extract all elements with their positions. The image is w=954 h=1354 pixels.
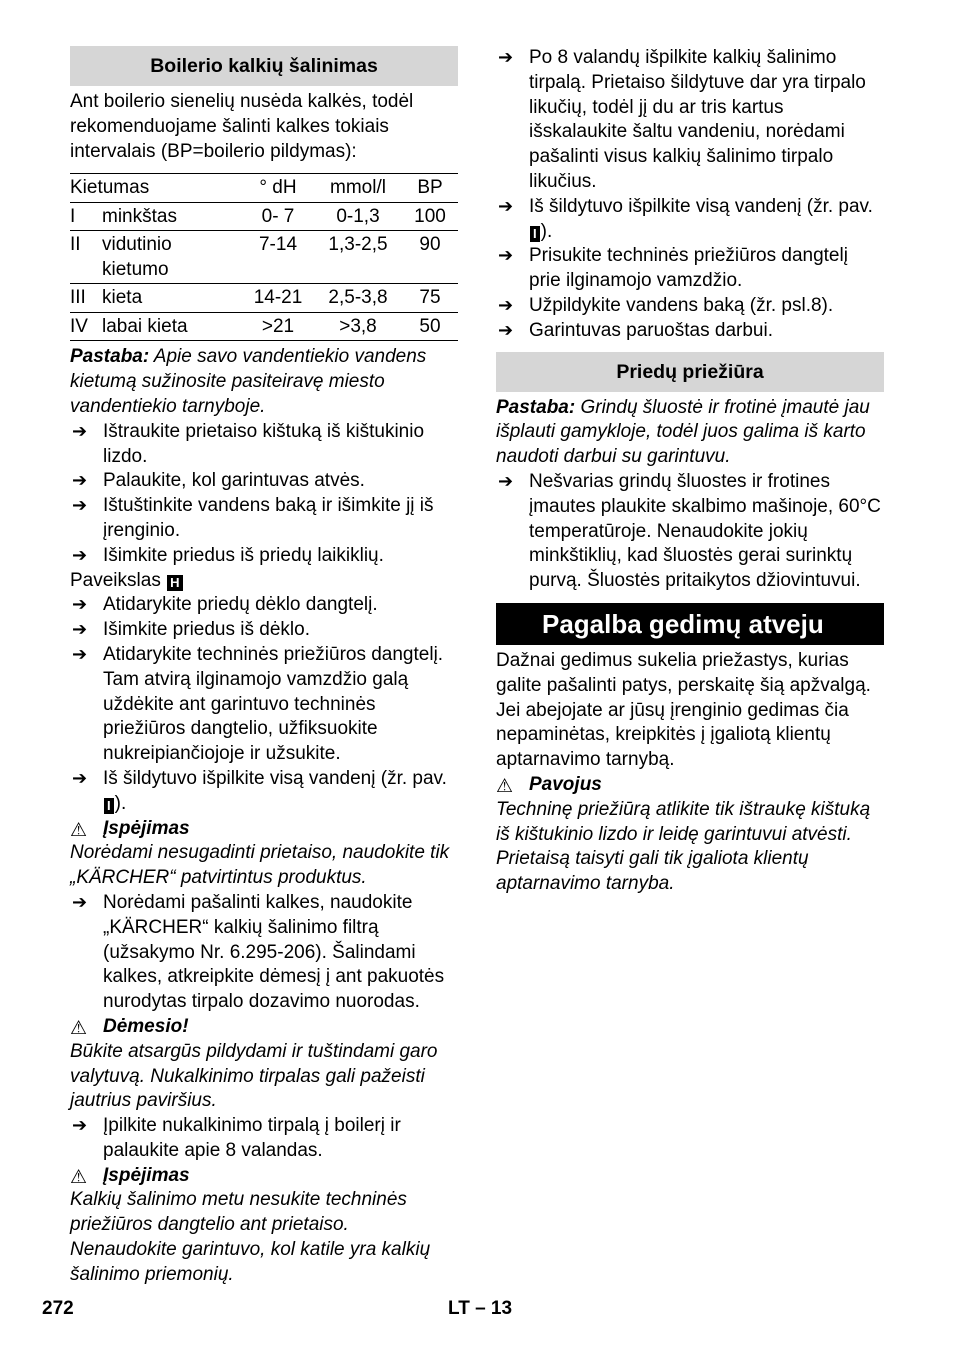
warning-heading <box>70 817 458 842</box>
table-cell: kieta <box>102 287 143 309</box>
step-item: ➔ Norėdami pašalinti kalkes, naudokite „KÄRCHER“ kalkių šalinimo filtrą (užsakymo Nr. 6.295-206). Šalindami kalkes, atkreipkite dėmesį į ant pakuotės nurodytas tirpalo dozavimo nuorodas. <box>70 891 458 1015</box>
step-item: ➔ Išimkite priedus iš dėklo. <box>70 618 458 643</box>
step-item: ➔ Išimkite priedus iš priedų laikiklių. <box>70 544 458 569</box>
note-label: Pastaba: <box>496 396 576 418</box>
note-label: Pastaba: <box>70 346 150 368</box>
figure-label: Paveikslas <box>70 569 161 591</box>
note-hardness <box>70 345 458 419</box>
table-header-mmol: mmol/l <box>330 177 386 199</box>
step-drain-end: ). <box>540 220 553 242</box>
warning-triangle-icon: ⚠ <box>70 1016 88 1039</box>
figure-h-icon: H <box>167 575 182 591</box>
step-item: ➔ Prisukite techninės priežiūros dangtelį prie ilginamojo vamzdžio. <box>496 244 884 294</box>
table-cell: labai kieta <box>102 315 188 337</box>
step-item-drain <box>496 195 884 245</box>
warning-text: Nenaudokite garintuvo, kol katile yra kalkių šalinimo priemonių. <box>70 1239 431 1285</box>
table-header-row <box>70 174 458 203</box>
caution-text: Būkite atsargūs pildydami ir tuštindami garo valytuvą. Nukalkinimo tirpalas gali pažeisti jautrius paviršius. <box>70 1040 438 1112</box>
table-cell: 75 <box>419 287 441 309</box>
warning-triangle-icon: ⚠ <box>496 774 514 797</box>
table-row <box>70 284 458 313</box>
step-item: ➔ Garintuvas paruoštas darbui. <box>496 319 884 344</box>
table-cell: 0-1,3 <box>336 205 380 227</box>
step-item: ➔ Po 8 valandų išpilkite kalkių šalinimo tirpalą. Prietaiso šildytuve dar yra tirpalo likučių, todėl jį du ar tris kartus išskalaukite šaltu vandeniu, norėdami pašalinti visus kalkių šalinimo tirpalo likučius. <box>496 46 884 195</box>
table-cell: 50 <box>419 315 441 337</box>
figure-i-icon: I <box>104 798 114 814</box>
step-item: ➔ Nešvarias grindų šluostes ir frotines įmautes plaukite skalbimo mašinoje, 60°C temperatūroje. Nenaudokite jokių minkštiklių, kad šluostės gerai surinktų purvą. Šluostės pritaikytos džiovintuvui. <box>496 470 884 594</box>
table-cell: 2,5-3,8 <box>328 287 388 309</box>
figure-i-icon: I <box>530 226 540 242</box>
danger-title: Pavojus <box>529 773 602 795</box>
table-header-dh: ° dH <box>259 177 297 199</box>
table-cell: I <box>70 205 76 227</box>
left-column <box>70 46 458 1288</box>
step-item-drain <box>70 767 458 817</box>
step-item: ➔ Atidarykite priedų dėklo dangtelį. <box>70 593 458 618</box>
section-title-descaling: Boilerio kalkių šalinimas <box>70 46 458 86</box>
note-text: Grindų šluostė ir frotinė įmautė jau išplauti gamykloje, todėl juos galima iš karto naudoti darbui su garintuvu. <box>496 396 870 468</box>
table-cell: 0- 7 <box>261 205 295 227</box>
warning-title: Įspėjimas <box>103 1164 190 1186</box>
table-cell: minkštas <box>102 205 177 227</box>
warning-text: Kalkių šalinimo metu nesukite techninės priežiūros dangtelio ant prietaiso. <box>70 1189 407 1236</box>
table-row <box>70 202 458 231</box>
note-text: Apie savo vandentiekio vandens kietumą sužinosite pasiteiravę miesto vandentiekio tarnyboje. <box>70 346 427 417</box>
table-cell: 90 <box>419 234 441 256</box>
step-item: ➔ Įpilkite nukalkinimo tirpalą į boilerį ir palaukite apie 8 valandas. <box>70 1114 458 1164</box>
danger-heading <box>496 773 884 798</box>
hardness-table <box>70 173 458 341</box>
footer-section: LT – 13 <box>448 1298 513 1319</box>
danger-text: Techninę priežiūrą atlikite tik ištraukę kištuką iš kištukinio lizdo ir leidę garintuvui atvėsti. <box>496 798 871 845</box>
table-cell: IV <box>70 315 88 337</box>
warning-text: Norėdami nesugadinti prietaiso, naudokite tik „KÄRCHER“ patvirtintus produktus. <box>70 842 450 889</box>
table-cell: II <box>70 234 81 256</box>
table-cell: 14-21 <box>253 287 303 309</box>
table-cell: 1,3-2,5 <box>328 234 388 256</box>
table-cell: vidutinio kietumo <box>102 234 172 280</box>
table-cell: III <box>70 287 86 309</box>
table-cell: 100 <box>414 205 446 227</box>
danger-text: Prietaisą taisyti gali tik įgaliota klientų aptarnavimo tarnyba. <box>496 848 809 895</box>
right-column <box>496 46 884 897</box>
troubleshooting-intro: Dažnai gedimus sukelia priežastys, kurias galite pašalinti patys, perskaitę šią apžvalgą. Jei abejojate ar jūsų įrenginio gedimas čia nepaminėtas, kreipkitės į įgaliotą klientų aptarnavimo tarnybą. <box>496 649 871 771</box>
section-title-accessories: Priedų priežiūra <box>496 352 884 392</box>
caution-title: Dėmesio! <box>103 1015 189 1037</box>
table-cell: 7-14 <box>258 234 298 256</box>
step-item: ➔ Ištraukite prietaiso kištuką iš kištukinio lizdo. <box>70 420 458 470</box>
warning-heading <box>70 1164 458 1189</box>
main-heading-troubleshooting: Pagalba gedimų atveju <box>496 603 884 645</box>
note-accessories <box>496 396 884 470</box>
step-item: ➔ Užpildykite vandens baką (žr. psl.8). <box>496 294 884 319</box>
table-header-hardness: Kietumas <box>70 177 150 199</box>
table-row <box>70 231 458 284</box>
warning-triangle-icon: ⚠ <box>70 1165 88 1188</box>
step-drain-text: Iš šildytuvo išpilkite visą vandenį (žr. pav. <box>103 767 447 789</box>
table-cell: >3,8 <box>339 315 377 337</box>
page-number: 272 <box>42 1298 74 1319</box>
step-item: ➔ Atidarykite techninės priežiūros dangtelį. Tam atvirą ilginamojo vamzdžio galą uždėkite ant garintuvo techninės priežiūros dangtelio, užfiksuokite nukreipiančiojoje ir užsukite. <box>70 643 458 767</box>
caution-heading <box>70 1015 458 1040</box>
table-cell: >21 <box>261 315 295 337</box>
figure-reference <box>70 569 458 594</box>
table-row <box>70 312 458 341</box>
step-drain-end: ). <box>114 792 127 814</box>
descaling-intro: Ant boilerio sienelių nusėda kalkės, todėl rekomenduojame šalinti kalkes tokiais intervalais (BP=boilerio pildymas): <box>70 91 414 162</box>
step-drain-text: Iš šildytuvo išpilkite visą vandenį (žr. pav. <box>529 195 873 217</box>
warning-title: Įspėjimas <box>103 817 190 839</box>
step-item: ➔ Ištuštinkite vandens baką ir išimkite jį iš įrenginio. <box>70 494 458 544</box>
warning-triangle-icon: ⚠ <box>70 818 88 841</box>
table-header-bp: BP <box>417 177 443 199</box>
step-item: ➔ Palaukite, kol garintuvas atvės. <box>70 469 458 494</box>
